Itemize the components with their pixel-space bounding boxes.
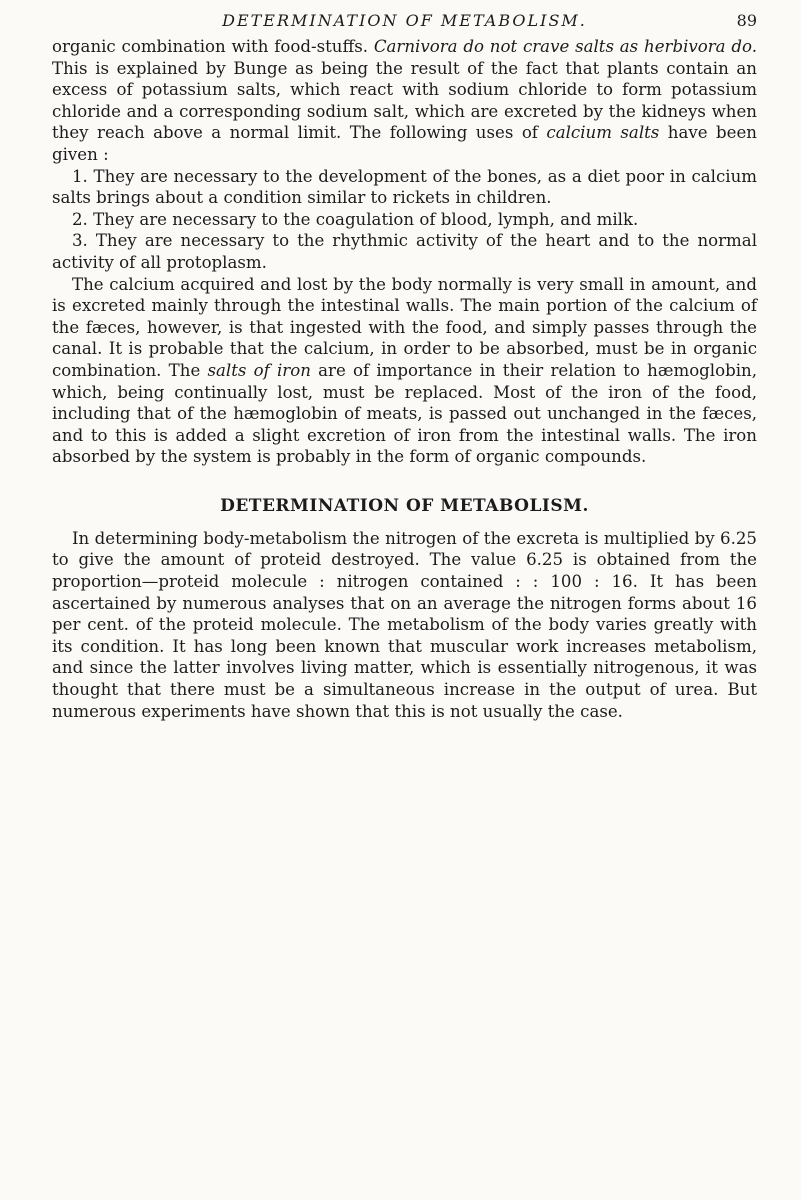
page-number: 89 <box>736 11 757 30</box>
section-title: DETERMINATION OF METABOLISM. <box>220 495 589 516</box>
text-run: The calcium acquired and lost by the body normally is very small in amount, and is excreted mainly through the intestinal walls. The main portion of the calcium of the fæces, however, is that ingested with the food, and simply passes through the canal. It is probable that the calcium, in order to be absorbed, must be in organic combination. The <box>52 274 757 380</box>
paragraph-metabolism: In determining body-metabolism the nitrogen of the excreta is multiplied by 6.25 to give the amount of proteid destroyed. The value 6.25 is obtained from the proportion—proteid molecule : nitrogen contained : : 100 : 16. It has been ascertained by numerous analyses that on an average the nitrogen forms about 16 per cent. of the proteid molecule. The metabolism of the body varies greatly with its condition. It has long been known that muscular work increases metabolism, and since the latter involves living matter, which is essentially nitrogenous, it was thought that there must be a simultaneous increase in the output of urea. But numerous experiments have shown that this is not usually the case. <box>52 528 757 721</box>
running-title: DETERMINATION OF METABOLISM. <box>222 11 587 30</box>
italic-run: salts of iron <box>207 360 311 380</box>
paragraph-salts-intro <box>52 36 757 166</box>
text-run: are of importance in their relation to hæmoglobin, which, being continually lost, must be replaced. Most of the iron of the food, including that of the hæmoglobin of meats, is passed out unchanged in the fæces, and to this is added a slight excretion of iron from the intestinal walls. The iron absorbed by the system is probably in the form of organic compounds. <box>52 360 757 467</box>
italic-run: Carnivora do not crave salts as herbivora do. <box>373 37 757 56</box>
list-item-rhythmic: 3. They are necessary to the rhythmic activity of the heart and to the normal activity of all protoplasm. <box>52 231 757 272</box>
italic-run: calcium salts <box>546 123 660 143</box>
running-head <box>52 6 757 36</box>
text-run: have been given : <box>52 123 757 164</box>
paragraph-calcium-iron <box>52 274 757 468</box>
list-item-coagulation: 2. They are necessary to the coagulation of blood, lymph, and milk. <box>72 209 639 229</box>
list-item-bones: 1. They are necessary to the development of the bones, as a diet poor in calcium salts brings about a condition similar to rickets in children. <box>52 166 757 208</box>
text-run: This is explained by Bunge as being the result of the fact that plants contain an excess of potassium salts, which react with sodium chloride to form potassium chloride and a corresponding sodium salt, which are excreted by the kidneys when they reach above a normal limit. The following uses of <box>52 58 757 143</box>
text-run: organic combination with food-stuffs. <box>52 37 374 56</box>
